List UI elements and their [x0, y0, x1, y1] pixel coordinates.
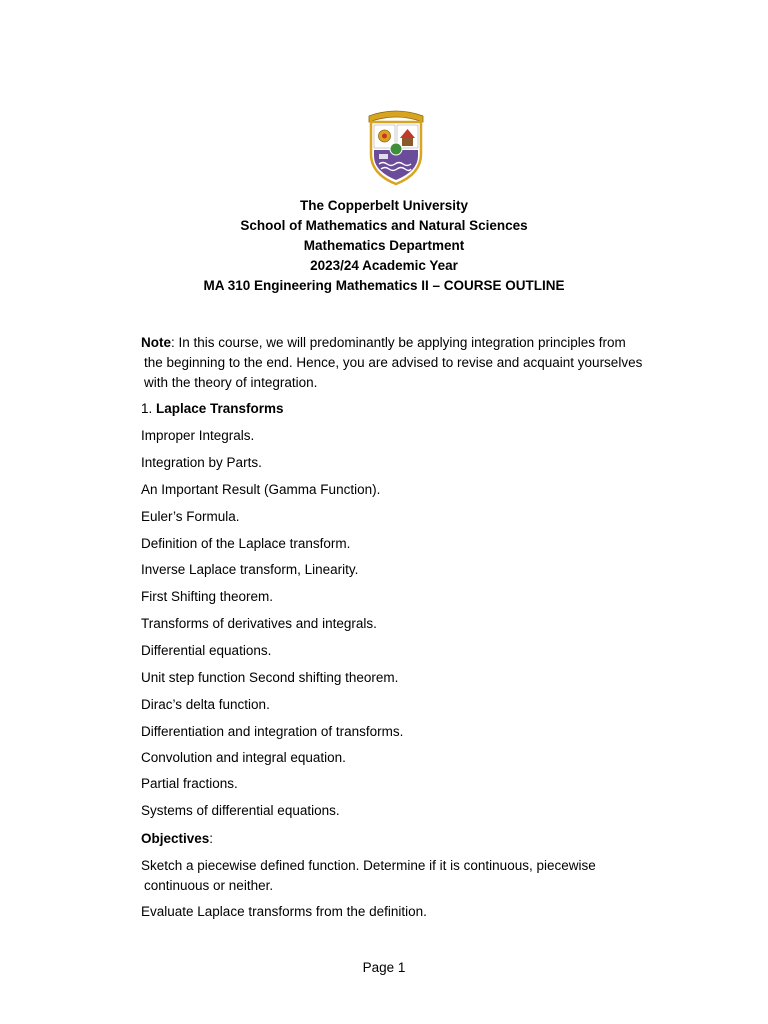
objective-item-continued: continuous or neither.: [144, 878, 274, 893]
topic-item: Inverse Laplace transform, Linearity.: [141, 562, 359, 577]
academic-year: 2023/24 Academic Year: [310, 258, 458, 273]
topic-item: Systems of differential equations.: [141, 803, 340, 818]
topic-item: Integration by Parts.: [141, 455, 262, 470]
topic-item: Transforms of derivatives and integrals.: [141, 616, 377, 631]
topic-item: Dirac’s delta function.: [141, 697, 270, 712]
topic-item: Partial fractions.: [141, 776, 238, 791]
section-number: 1.: [141, 401, 157, 416]
objectives-heading: [141, 830, 213, 848]
course-title: MA 310 Engineering Mathematics II – COURSE OUTLINE: [203, 278, 565, 293]
topic-item: Improper Integrals.: [141, 428, 255, 443]
note-line-2: the beginning to the end. Hence, you are advised to revise and acquaint yourselves: [144, 355, 643, 370]
topic-item: Differentiation and integration of transforms.: [141, 724, 404, 739]
university-name: The Copperbelt University: [299, 198, 469, 213]
department-name: Mathematics Department: [303, 238, 465, 253]
topic-item: Unit step function Second shifting theorem.: [141, 670, 399, 685]
topic-item: Convolution and integral equation.: [141, 750, 346, 765]
university-crest-logo: [365, 108, 427, 186]
page-number: Page 1: [362, 960, 406, 975]
topic-item: Euler’s Formula.: [141, 509, 240, 524]
note-label: Note: [141, 335, 171, 350]
note-line-1: [141, 334, 626, 352]
objective-item: Sketch a piecewise defined function. Determine if it is continuous, piecewise: [141, 858, 596, 873]
section-heading: [141, 400, 284, 418]
note-line-3: with the theory of integration.: [144, 375, 318, 390]
note-text-1: : In this course, we will predominantly be applying integration principles from: [171, 335, 626, 350]
topic-item: An Important Result (Gamma Function).: [141, 482, 381, 497]
topic-item: First Shifting theorem.: [141, 589, 274, 604]
school-name: School of Mathematics and Natural Sciences: [240, 218, 528, 233]
topic-item: Definition of the Laplace transform.: [141, 536, 351, 551]
objective-item: Evaluate Laplace transforms from the definition.: [141, 904, 427, 919]
objectives-colon: :: [209, 831, 214, 846]
objectives-label: Objectives: [141, 831, 210, 846]
topic-item: Differential equations.: [141, 643, 272, 658]
section-title: Laplace Transforms: [156, 401, 284, 416]
